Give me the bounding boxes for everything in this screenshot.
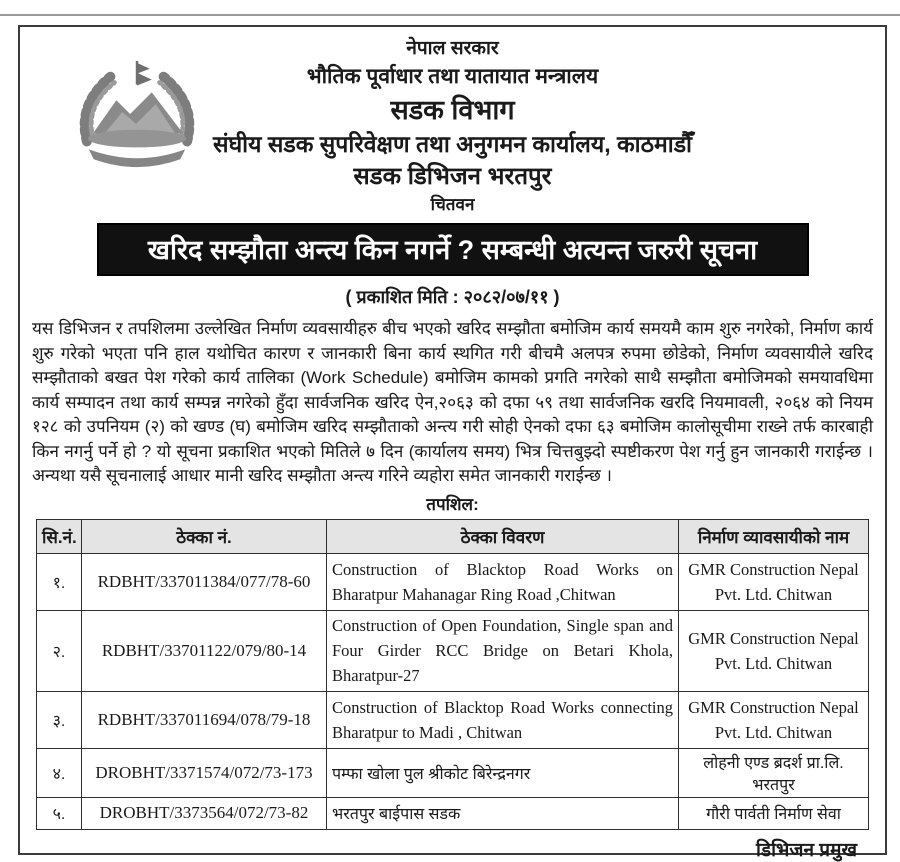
header-contract-no: ठेक्का नं. <box>82 519 327 553</box>
table-header-row <box>37 519 869 553</box>
cell-contract-no: RDBHT/33701122/079/80-14 <box>82 610 327 691</box>
table-row <box>37 553 869 610</box>
cell-description: Construction of Blacktop Road Works on Bharatpur Mahanagar Ring Road ,Chitwan <box>327 553 679 610</box>
notice-body-text: यस डिभिजन र तपशिलमा उल्लेखित निर्माण व्यवसायीहरु बीच भएको खरिद सम्झौता बमोजिम कार्य समयमै काम शुरु नगरेको, निर्माण कार्य शुरु गरेको भएता पनि हाल यथोचित कारण र जानकारी बिना कार्य स्थगित गरी बीचमै अलपत्र रुपमा छोडेको, निर्माण व्यवसायीले खरिद सम्झौताको बखत पेश गरेको कार्य तालिका (Work Schedule) बमोजिम कामको प्रगति नगरेको साथै सम्झौता बमोजिमको समयावधिमा कार्य सम्पादन तथा कार्य सम्पन्न नगरेको हुँदा सार्वजनिक खरिद ऐन,२०६३ को दफा ५९ तथा सार्वजनिक खरदि नियमावली, २०६४ को नियम १२८ को उपनियम (२) को खण्ड (घ) बमोजिम खरिद सम्झौताको अन्त्य गरी सोही ऐनको दफा ६३ बमोजिम कालोसूचीमा राख्ने तर्फ कारबाही किन नगर्नु पर्ने हो ? यो सूचना प्रकाशित भएको मितिले ७ दिन (कार्यालय समय) भित्र चित्तबुझ्दो स्पष्टीकरण पेश गर्नु हुन जानकारी गराईन्छ । अन्यथा यसै सूचनालाई आधार मानी खरिद सम्झौता अन्त्य गरिने व्यहोरा समेत जानकारी गराईन्छ । <box>32 319 873 485</box>
document-frame <box>18 25 887 861</box>
cell-sn: २. <box>37 610 82 691</box>
cell-description: पम्फा खोला पुल श्रीकोट बिरेन्द्रनगर <box>327 748 679 797</box>
district-name: चितवन <box>430 195 475 214</box>
signatory-title: डिभिजन प्रमुख <box>755 839 857 861</box>
cell-contractor: गौरी पार्वती निर्माण सेवा <box>679 797 869 829</box>
government-name: नेपाल सरकार <box>406 38 499 59</box>
cell-contractor: लोहनी एण्ड ब्रदर्श प्रा.लि. भरतपुर <box>679 748 869 797</box>
table-row <box>37 797 869 829</box>
ministry-name: भौतिक पूर्वाधार तथा यातायात मन्त्रालय <box>306 65 599 88</box>
header-sn: सि.नं. <box>37 519 82 553</box>
cell-sn: ४. <box>37 748 82 797</box>
cell-contract-no: DROBHT/3371574/072/73-173 <box>82 748 327 797</box>
cell-contractor: GMR Construction Nepal Pvt. Ltd. Chitwan <box>679 691 869 748</box>
published-date: ( प्रकाशित मिति : २०८२/०७/११ ) <box>345 287 560 307</box>
cell-contract-no: RDBHT/337011384/077/78-60 <box>82 553 327 610</box>
cell-contract-no: RDBHT/337011694/078/79-18 <box>82 691 327 748</box>
cell-contractor: GMR Construction Nepal Pvt. Ltd. Chitwan <box>679 553 869 610</box>
table-caption: तपशिल: <box>426 494 479 514</box>
table-row <box>37 748 869 797</box>
cell-sn: १. <box>37 553 82 610</box>
cell-sn: ३. <box>37 691 82 748</box>
contracts-table <box>36 519 869 830</box>
cell-contract-no: DROBHT/3373564/072/73-82 <box>82 797 327 829</box>
top-divider <box>0 14 900 16</box>
cell-sn: ५. <box>37 797 82 829</box>
office-name: संघीय सडक सुपरिवेक्षण तथा अनुगमन कार्यालय, काठमाडौँ <box>213 131 692 157</box>
letterhead <box>20 27 885 217</box>
division-name: सडक डिभिजन भरतपुर <box>353 163 552 190</box>
notice-title-banner: खरिद सम्झौता अन्त्य किन नगर्ने ? सम्बन्धी अत्यन्त जरुरी सूचना <box>97 223 809 276</box>
cell-description: Construction of Open Foundation, Single span and Four Girder RCC Bridge on Betari Khola, Bharatpur-27 <box>327 610 679 691</box>
header-contractor: निर्माण व्यावसायीको नाम <box>679 519 869 553</box>
cell-description: भरतपुर बाईपास सडक <box>327 797 679 829</box>
department-name: सडक विभाग <box>390 95 515 125</box>
nepal-government-emblem-icon <box>62 55 212 173</box>
cell-description: Construction of Blacktop Road Works connecting Bharatpur to Madi , Chitwan <box>327 691 679 748</box>
table-row <box>37 691 869 748</box>
table-row <box>37 610 869 691</box>
header-description: ठेक्का विवरण <box>327 519 679 553</box>
cell-contractor: GMR Construction Nepal Pvt. Ltd. Chitwan <box>679 610 869 691</box>
